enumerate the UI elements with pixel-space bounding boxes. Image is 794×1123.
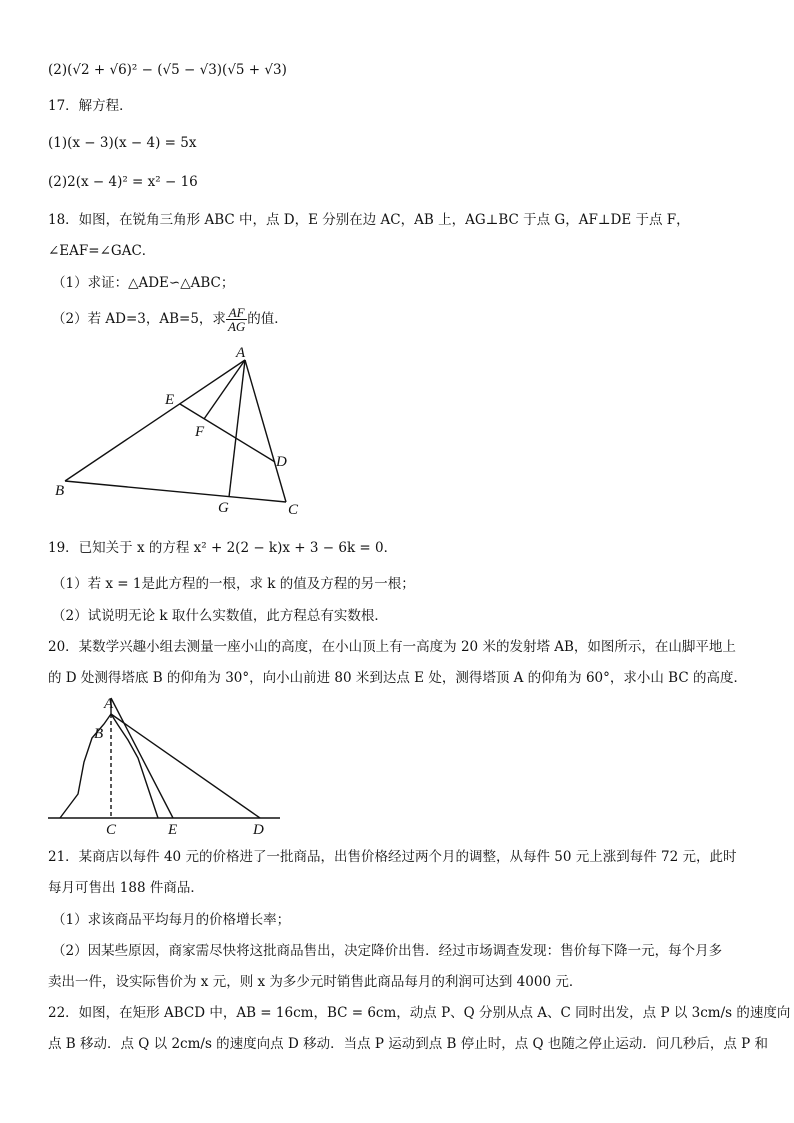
- segment-AB: [65, 360, 245, 481]
- q21-part2-line1: （2）因某些原因，商家需尽快将这批商品售出，决定降价出售．经过市场调查发现：售价每下降一元，每个月多: [52, 943, 723, 959]
- q18-fraction-denominator: AG: [227, 319, 246, 334]
- q17-title: 17．解方程．: [48, 98, 133, 114]
- sightline-EA: [111, 698, 173, 818]
- label-D: D: [276, 454, 287, 470]
- q20-stem-line1: 20．某数学兴趣小组去测量一座小山的高度，在小山顶上有一高度为 20 米的发射塔 AB，如图所示，在山脚平地上: [48, 639, 736, 655]
- label-G: G: [218, 500, 229, 516]
- segment-AC: [245, 360, 286, 502]
- label-C: C: [288, 502, 299, 518]
- q17-part2: (2)2(x − 4)² = x² − 16: [48, 174, 198, 190]
- segment-BC: [65, 481, 286, 502]
- q18-part2: [52, 304, 288, 334]
- q18-part1: （1）求证：△ADE∽△ABC；: [52, 275, 235, 291]
- q18-part2-prefix: （2）若 AD=3，AB=5，求: [52, 311, 226, 327]
- q18-triangle-figure: [50, 340, 310, 525]
- label-E: E: [165, 392, 175, 408]
- label-C: C: [106, 822, 117, 838]
- q22-stem-line1: 22．如图，在矩形 ABCD 中，AB = 16cm，BC = 6cm，动点 P、Q 分别从点 A、C 同时出发，点 P 以 3cm/s 的速度向: [48, 1005, 791, 1021]
- q19-part2: （2）试说明无论 k 取什么实数值，此方程总有实数根．: [52, 608, 388, 624]
- q19-part1: （1）若 x = 1是此方程的一根，求 k 的值及方程的另一根；: [52, 576, 415, 592]
- q18-stem-line2: ∠EAF=∠GAC．: [48, 243, 156, 259]
- q18-fraction: [226, 306, 247, 333]
- label-F: F: [195, 424, 205, 440]
- label-A: A: [104, 696, 114, 712]
- sightline-DB: [111, 714, 260, 818]
- q17-part1: (1)(x − 3)(x − 4) = 5x: [48, 135, 197, 151]
- q20-stem-line2: 的 D 处测得塔底 B 的仰角为 30°，向小山前进 80 米到达点 E 处，测得塔顶 A 的仰角为 60°，求小山 BC 的高度．: [48, 670, 747, 686]
- label-D: D: [253, 822, 264, 838]
- q18-part2-suffix: 的值．: [247, 311, 288, 327]
- q22-stem-line2: 点 B 移动．点 Q 以 2cm/s 的速度向点 D 移动．当点 P 运动到点 B 停止时，点 Q 也随之停止运动．问几秒后，点 P 和: [48, 1036, 769, 1052]
- q18-fraction-numerator: AF: [226, 306, 247, 320]
- q21-stem-line2: 每月可售出 188 件商品．: [48, 880, 204, 896]
- label-B: B: [94, 726, 104, 742]
- q21-part1: （1）求该商品平均每月的价格增长率；: [52, 912, 291, 928]
- label-E: E: [168, 822, 178, 838]
- label-A: A: [236, 345, 246, 361]
- q20-mountain-figure: [40, 690, 290, 838]
- mountain-outline: [60, 714, 158, 818]
- q16-part2: (2)(√2 + √6)² − (√5 − √3)(√5 + √3): [48, 62, 287, 78]
- q21-part2-line2: 卖出一件，设实际售价为 x 元，则 x 为多少元时销售此商品每月的利润可达到 4000 元．: [48, 974, 583, 990]
- q19-stem: 19．已知关于 x 的方程 x² + 2(2 − k)x + 3 − 6k = 0．: [48, 540, 398, 556]
- q21-stem-line1: 21．某商店以每件 40 元的价格进了一批商品，出售价格经过两个月的调整，从每件 50 元上涨到每件 72 元，此时: [48, 849, 737, 865]
- q18-stem-line1: 18．如图，在锐角三角形 ABC 中，点 D，E 分别在边 AC，AB 上，AG⊥BC 于点 G，AF⊥DE 于点 F，: [48, 212, 690, 228]
- label-B: B: [55, 483, 65, 499]
